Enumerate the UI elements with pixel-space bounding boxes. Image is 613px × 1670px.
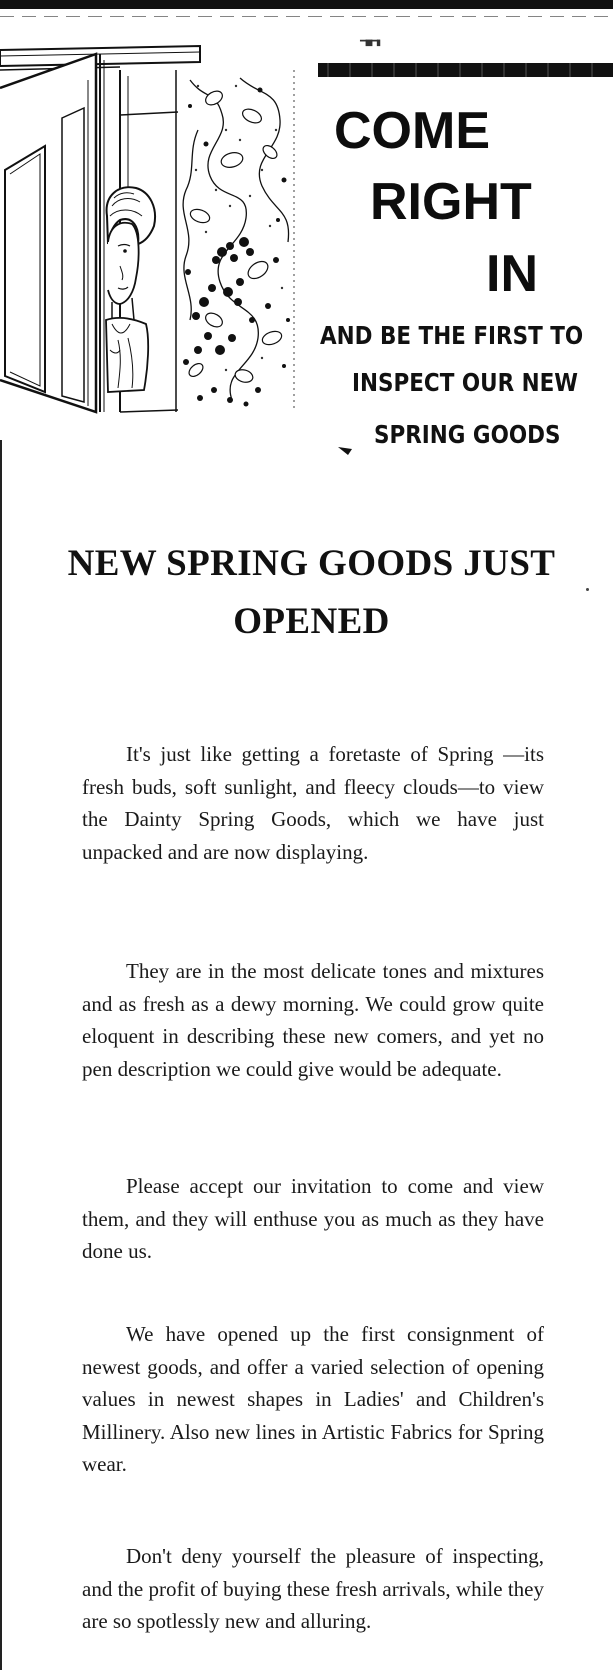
paragraph-4: We have opened up the first consignment of newest goods, and offer a varied selection of opening values in newest shapes in Ladies' and Children's Millinery. Also new lines in Artistic Fabrics for Spring wear.: [82, 1322, 544, 1476]
headline-line-3: IN: [486, 245, 538, 303]
top-dashed-rule: [0, 16, 613, 17]
print-speck: ▔▀▔▘: [360, 40, 383, 53]
headline-line-2: RIGHT: [370, 173, 532, 231]
page-edge-rule: [0, 440, 2, 1670]
top-rule: [0, 0, 613, 9]
paragraph-5: Don't deny yourself the pleasure of inspecting, and the profit of buying these fresh arrivals, while they are so spotlessly new and alluring.: [82, 1544, 544, 1633]
print-dot: [586, 588, 589, 591]
subheadline-line-2: INSPECT OUR NEW: [352, 368, 579, 397]
subheadline-line-1: AND BE THE FIRST TO: [320, 321, 584, 350]
paragraph-2: They are in the most delicate tones and mixtures and as fresh as a dewy morning. We could grow quite eloquent in describing these new comers, and yet no pen description we could give would be adequate.: [82, 959, 544, 1081]
subheadline-line-3: SPRING GOODS: [374, 420, 561, 449]
headline-line-1: COME: [334, 102, 490, 160]
header-bar: [318, 63, 613, 77]
page-title: NEW SPRING GOODS JUST OPENED: [67, 543, 556, 642]
pointer-mark: [338, 445, 354, 455]
paragraph-1: It's just like getting a foretaste of Spring —its fresh buds, soft sunlight, and fleecy clouds—to view the Dainty Spring Goods, which we have just unpacked and are now displaying.: [82, 742, 544, 864]
paragraph-3: Please accept our invitation to come and view them, and they will enthuse you as much as they have done us.: [82, 1174, 544, 1263]
door-woman-illustration: [0, 20, 310, 420]
